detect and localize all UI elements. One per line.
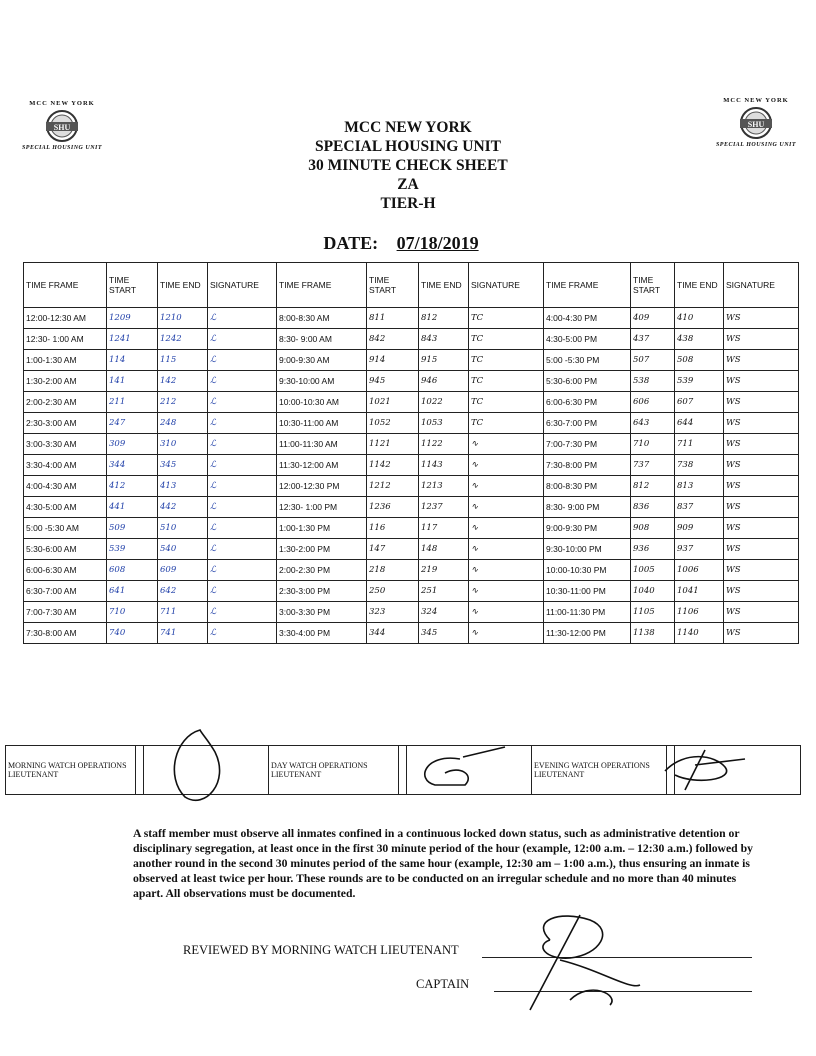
table-row — [24, 476, 799, 497]
time-start-cell[interactable]: 441 — [107, 497, 158, 518]
time-frame-cell: 10:30-11:00 AM — [277, 413, 367, 434]
time-frame-cell: 3:30-4:00 AM — [24, 455, 107, 476]
time-start-cell[interactable]: 1236 — [367, 497, 419, 518]
logo-mark: SHU — [747, 120, 765, 129]
header-line-4: ZA — [397, 176, 419, 193]
time-end-cell[interactable]: 607 — [675, 392, 724, 413]
column-header: TIME START — [367, 263, 419, 308]
time-end-cell[interactable]: 1210 — [158, 308, 208, 329]
signature-cell[interactable]: WS — [724, 455, 799, 476]
time-frame-cell: 1:00-1:30 AM — [24, 350, 107, 371]
table-row — [24, 539, 799, 560]
time-frame-cell: 4:00-4:30 AM — [24, 476, 107, 497]
header-line-3: 30 MINUTE CHECK SHEET — [308, 157, 508, 174]
time-end-cell[interactable]: 1237 — [419, 497, 469, 518]
time-frame-cell: 2:30-3:00 PM — [277, 581, 367, 602]
time-start-cell[interactable]: 641 — [107, 581, 158, 602]
time-frame-cell: 4:30-5:00 PM — [544, 329, 631, 350]
time-frame-cell: 6:30-7:00 PM — [544, 413, 631, 434]
time-frame-cell: 5:00 -5:30 AM — [24, 518, 107, 539]
time-start-cell[interactable]: 606 — [631, 392, 675, 413]
morning-watch-label: MORNING WATCH OPERATIONS LIEUTENANT — [6, 746, 136, 795]
time-start-cell[interactable]: 114 — [107, 350, 158, 371]
time-frame-cell: 9:00-9:30 AM — [277, 350, 367, 371]
time-end-cell[interactable]: 310 — [158, 434, 208, 455]
time-frame-cell: 4:30-5:00 AM — [24, 497, 107, 518]
time-end-cell[interactable]: 248 — [158, 413, 208, 434]
time-start-cell[interactable]: 945 — [367, 371, 419, 392]
table-row — [24, 329, 799, 350]
time-end-cell[interactable]: 324 — [419, 602, 469, 623]
evening-watch-label: EVENING WATCH OPERATIONS LIEUTENANT — [532, 746, 667, 795]
time-frame-cell: 1:30-2:00 PM — [277, 539, 367, 560]
time-end-cell[interactable]: 946 — [419, 371, 469, 392]
column-header: TIME END — [158, 263, 208, 308]
header-line-5: TIER-H — [380, 195, 436, 212]
signature-cell[interactable]: TC — [469, 413, 544, 434]
signature-cell[interactable]: WS — [724, 602, 799, 623]
time-start-cell[interactable]: 250 — [367, 581, 419, 602]
time-frame-cell: 10:30-11:00 PM — [544, 581, 631, 602]
signature-cell[interactable]: WS — [724, 623, 799, 644]
time-start-cell[interactable]: 812 — [631, 476, 675, 497]
time-start-cell[interactable]: 509 — [107, 518, 158, 539]
time-start-cell[interactable]: 147 — [367, 539, 419, 560]
signature-cell[interactable]: ∿ — [469, 602, 544, 623]
signature-cell[interactable]: ∿ — [469, 497, 544, 518]
page-header — [0, 118, 816, 213]
time-end-cell[interactable]: 812 — [419, 308, 469, 329]
signature-cell[interactable]: ℒ — [208, 413, 277, 434]
time-start-cell[interactable]: 740 — [107, 623, 158, 644]
time-end-cell[interactable]: 1213 — [419, 476, 469, 497]
logo-bottom-text: SPECIAL HOUSING UNIT — [715, 142, 797, 148]
reviewed-label: REVIEWED BY MORNING WATCH LIEUTENANT — [183, 943, 459, 957]
time-end-cell[interactable]: 915 — [419, 350, 469, 371]
day-watch-label: DAY WATCH OPERATIONS LIEUTENANT — [269, 746, 399, 795]
column-header: TIME FRAME — [277, 263, 367, 308]
time-frame-cell: 11:30-12:00 PM — [544, 623, 631, 644]
time-end-cell[interactable]: 115 — [158, 350, 208, 371]
signature-cell[interactable]: ∿ — [469, 560, 544, 581]
time-start-cell[interactable]: 1209 — [107, 308, 158, 329]
header-line-2: SPECIAL HOUSING UNIT — [314, 138, 502, 155]
time-frame-cell: 10:00-10:30 AM — [277, 392, 367, 413]
time-end-cell[interactable]: 438 — [675, 329, 724, 350]
time-end-cell[interactable]: 738 — [675, 455, 724, 476]
signature-cell[interactable]: ℒ — [208, 434, 277, 455]
time-start-cell[interactable]: 323 — [367, 602, 419, 623]
time-start-cell[interactable]: 1105 — [631, 602, 675, 623]
time-frame-cell: 6:00-6:30 PM — [544, 392, 631, 413]
table-header-row — [24, 263, 799, 308]
time-frame-cell: 2:00-2:30 AM — [24, 392, 107, 413]
time-start-cell[interactable]: 1212 — [367, 476, 419, 497]
time-start-cell[interactable]: 737 — [631, 455, 675, 476]
time-end-cell[interactable]: 410 — [675, 308, 724, 329]
time-frame-cell: 12:30- 1:00 AM — [24, 329, 107, 350]
time-frame-cell: 1:00-1:30 PM — [277, 518, 367, 539]
column-header: SIGNATURE — [724, 263, 799, 308]
logo-mark: SHU — [53, 123, 71, 132]
time-start-cell[interactable]: 116 — [367, 518, 419, 539]
time-start-cell[interactable]: 710 — [107, 602, 158, 623]
time-start-cell[interactable]: 539 — [107, 539, 158, 560]
time-start-cell[interactable]: 908 — [631, 518, 675, 539]
time-end-cell[interactable]: 711 — [675, 434, 724, 455]
time-start-cell[interactable]: 538 — [631, 371, 675, 392]
time-start-cell[interactable]: 344 — [367, 623, 419, 644]
time-end-cell[interactable]: 644 — [675, 413, 724, 434]
time-frame-cell: 8:30- 9:00 PM — [544, 497, 631, 518]
signature-cell[interactable]: ℒ — [208, 455, 277, 476]
time-frame-cell: 9:00-9:30 PM — [544, 518, 631, 539]
signature-cell[interactable]: WS — [724, 434, 799, 455]
signature-cell[interactable]: WS — [724, 560, 799, 581]
time-frame-cell: 7:30-8:00 PM — [544, 455, 631, 476]
signature-cell[interactable]: TC — [469, 350, 544, 371]
time-frame-cell: 9:30-10:00 AM — [277, 371, 367, 392]
time-start-cell[interactable]: 936 — [631, 539, 675, 560]
time-start-cell[interactable]: 1142 — [367, 455, 419, 476]
time-end-cell[interactable]: 937 — [675, 539, 724, 560]
signature-cell[interactable]: ℒ — [208, 476, 277, 497]
header-line-1: MCC NEW YORK — [344, 119, 472, 136]
time-start-cell[interactable]: 344 — [107, 455, 158, 476]
time-end-cell[interactable]: 843 — [419, 329, 469, 350]
column-header: TIME FRAME — [544, 263, 631, 308]
time-start-cell[interactable]: 1121 — [367, 434, 419, 455]
time-start-cell[interactable]: 211 — [107, 392, 158, 413]
time-end-cell[interactable]: 413 — [158, 476, 208, 497]
signature-cell[interactable]: ∿ — [469, 581, 544, 602]
time-frame-cell: 3:30-4:00 PM — [277, 623, 367, 644]
time-frame-cell: 8:00-8:30 PM — [544, 476, 631, 497]
time-end-cell[interactable]: 345 — [419, 623, 469, 644]
time-frame-cell: 1:30-2:00 AM — [24, 371, 107, 392]
table-row — [24, 350, 799, 371]
signature-cell[interactable]: WS — [724, 539, 799, 560]
table-row — [24, 392, 799, 413]
day-signature-scribble — [405, 745, 515, 795]
time-frame-cell: 12:00-12:30 PM — [277, 476, 367, 497]
date-line — [0, 233, 816, 254]
time-end-cell[interactable]: 539 — [675, 371, 724, 392]
time-start-cell[interactable]: 218 — [367, 560, 419, 581]
time-end-cell[interactable]: 148 — [419, 539, 469, 560]
time-frame-cell: 6:30-7:00 AM — [24, 581, 107, 602]
time-frame-cell: 8:00-8:30 AM — [277, 308, 367, 329]
signature-cell[interactable]: ℒ — [208, 581, 277, 602]
time-frame-cell: 3:00-3:30 AM — [24, 434, 107, 455]
signature-cell[interactable]: ∿ — [469, 455, 544, 476]
time-frame-cell: 8:30- 9:00 AM — [277, 329, 367, 350]
time-end-cell[interactable]: 1006 — [675, 560, 724, 581]
time-frame-cell: 5:00 -5:30 PM — [544, 350, 631, 371]
signature-cell[interactable]: ℒ — [208, 329, 277, 350]
signature-cell[interactable]: ℒ — [208, 350, 277, 371]
column-header: TIME START — [107, 263, 158, 308]
time-end-cell[interactable]: 642 — [158, 581, 208, 602]
time-frame-cell: 12:00-12:30 AM — [24, 308, 107, 329]
time-start-cell[interactable]: 1021 — [367, 392, 419, 413]
time-start-cell[interactable]: 409 — [631, 308, 675, 329]
time-start-cell[interactable]: 1040 — [631, 581, 675, 602]
time-end-cell[interactable]: 1242 — [158, 329, 208, 350]
time-end-cell[interactable]: 609 — [158, 560, 208, 581]
time-end-cell[interactable]: 510 — [158, 518, 208, 539]
signature-cell[interactable]: WS — [724, 392, 799, 413]
signature-cell[interactable]: ℒ — [208, 308, 277, 329]
time-end-cell[interactable]: 345 — [158, 455, 208, 476]
time-start-cell[interactable]: 507 — [631, 350, 675, 371]
column-header: SIGNATURE — [469, 263, 544, 308]
time-end-cell[interactable]: 1106 — [675, 602, 724, 623]
signature-cell[interactable]: ℒ — [208, 497, 277, 518]
time-end-cell[interactable]: 540 — [158, 539, 208, 560]
signature-cell[interactable]: WS — [724, 413, 799, 434]
time-end-cell[interactable]: 837 — [675, 497, 724, 518]
policy-note: A staff member must observe all inmates confined in a continuous locked down status, such as administrative detention or disciplinary segregation, at least once in the first 30 minute period of the hour (example, 12:00 a.m. – 12:30 a.m.) followed by another round in the second 30 minutes period of the same hour (example, 12:30 am – 1:00 a.m.), thus ensuring an inmate is observed at least twice per hour. These rounds are to be conducted on an irregular schedule and no more than 40 minutes apart. All observations must be documented. — [133, 827, 753, 900]
time-end-cell[interactable]: 117 — [419, 518, 469, 539]
signature-cell[interactable]: TC — [469, 392, 544, 413]
logo-bottom-text: SPECIAL HOUSING UNIT — [21, 145, 103, 151]
signature-cell[interactable]: TC — [469, 371, 544, 392]
signature-cell[interactable]: TC — [469, 329, 544, 350]
time-frame-cell: 7:30-8:00 AM — [24, 623, 107, 644]
signature-cell[interactable]: WS — [724, 497, 799, 518]
table-row — [24, 371, 799, 392]
morning-signature-scribble — [160, 722, 240, 812]
time-end-cell[interactable]: 442 — [158, 497, 208, 518]
signature-cell[interactable]: WS — [724, 476, 799, 497]
signature-cell[interactable]: WS — [724, 308, 799, 329]
time-end-cell[interactable]: 711 — [158, 602, 208, 623]
signature-cell[interactable]: WS — [724, 581, 799, 602]
signature-cell[interactable]: ∿ — [469, 476, 544, 497]
signature-cell[interactable]: ℒ — [208, 623, 277, 644]
table-row — [24, 623, 799, 644]
time-start-cell[interactable]: 309 — [107, 434, 158, 455]
time-frame-cell: 4:00-4:30 PM — [544, 308, 631, 329]
time-end-cell[interactable]: 909 — [675, 518, 724, 539]
time-frame-cell: 10:00-10:30 PM — [544, 560, 631, 581]
time-frame-cell: 11:00-11:30 PM — [544, 602, 631, 623]
time-start-cell[interactable]: 1005 — [631, 560, 675, 581]
time-start-cell[interactable]: 608 — [107, 560, 158, 581]
time-start-cell[interactable]: 412 — [107, 476, 158, 497]
table-row — [24, 560, 799, 581]
time-frame-cell: 7:00-7:30 AM — [24, 602, 107, 623]
time-start-cell[interactable]: 710 — [631, 434, 675, 455]
time-end-cell[interactable]: 219 — [419, 560, 469, 581]
time-start-cell[interactable]: 141 — [107, 371, 158, 392]
signature-cell[interactable]: ∿ — [469, 539, 544, 560]
table-row — [24, 581, 799, 602]
time-end-cell[interactable]: 142 — [158, 371, 208, 392]
signature-cell[interactable]: ℒ — [208, 602, 277, 623]
evening-signature-scribble — [655, 745, 775, 795]
time-frame-cell: 5:30-6:00 AM — [24, 539, 107, 560]
signature-cell[interactable]: ∿ — [469, 623, 544, 644]
time-frame-cell: 6:00-6:30 AM — [24, 560, 107, 581]
signature-cell[interactable]: TC — [469, 308, 544, 329]
signature-cell[interactable]: WS — [724, 518, 799, 539]
signature-cell[interactable]: ℒ — [208, 392, 277, 413]
signature-cell[interactable]: ℒ — [208, 539, 277, 560]
time-start-cell[interactable]: 1241 — [107, 329, 158, 350]
column-header: TIME START — [631, 263, 675, 308]
time-frame-cell: 2:30-3:00 AM — [24, 413, 107, 434]
time-end-cell[interactable]: 813 — [675, 476, 724, 497]
time-end-cell[interactable]: 1053 — [419, 413, 469, 434]
time-frame-cell: 11:30-12:00 AM — [277, 455, 367, 476]
check-table — [23, 262, 799, 644]
time-end-cell[interactable]: 1140 — [675, 623, 724, 644]
date-value: 07/18/2019 — [396, 233, 479, 253]
logo-top-text: MCC NEW YORK — [723, 97, 789, 104]
time-end-cell[interactable]: 508 — [675, 350, 724, 371]
table-row — [24, 308, 799, 329]
time-frame-cell: 5:30-6:00 PM — [544, 371, 631, 392]
column-header: TIME END — [419, 263, 469, 308]
time-end-cell[interactable]: 1143 — [419, 455, 469, 476]
signature-cell[interactable]: ℒ — [208, 560, 277, 581]
time-start-cell[interactable]: 437 — [631, 329, 675, 350]
column-header: SIGNATURE — [208, 263, 277, 308]
time-start-cell[interactable]: 1052 — [367, 413, 419, 434]
time-frame-cell: 2:00-2:30 PM — [277, 560, 367, 581]
signature-cell[interactable]: WS — [724, 329, 799, 350]
column-header: TIME END — [675, 263, 724, 308]
table-body — [24, 308, 799, 644]
table-row — [24, 518, 799, 539]
date-label: DATE: — [323, 233, 379, 253]
time-start-cell[interactable]: 914 — [367, 350, 419, 371]
table-row — [24, 497, 799, 518]
signature-cell[interactable]: WS — [724, 350, 799, 371]
time-start-cell[interactable]: 811 — [367, 308, 419, 329]
column-header: TIME FRAME — [24, 263, 107, 308]
signature-cell[interactable]: ℒ — [208, 371, 277, 392]
table-row — [24, 602, 799, 623]
time-frame-cell: 11:00-11:30 AM — [277, 434, 367, 455]
time-start-cell[interactable]: 842 — [367, 329, 419, 350]
time-start-cell[interactable]: 1138 — [631, 623, 675, 644]
time-start-cell[interactable]: 247 — [107, 413, 158, 434]
signature-cell[interactable]: ∿ — [469, 518, 544, 539]
captain-label: CAPTAIN — [416, 977, 470, 991]
table-row — [24, 455, 799, 476]
signature-cell[interactable]: WS — [724, 371, 799, 392]
signature-cell[interactable]: ∿ — [469, 434, 544, 455]
time-end-cell[interactable]: 251 — [419, 581, 469, 602]
time-end-cell[interactable]: 1122 — [419, 434, 469, 455]
table-row — [24, 434, 799, 455]
time-frame-cell: 3:00-3:30 PM — [277, 602, 367, 623]
table-row — [24, 413, 799, 434]
reviewer-signature-scribble — [490, 900, 650, 1015]
time-frame-cell: 9:30-10:00 PM — [544, 539, 631, 560]
time-end-cell[interactable]: 1022 — [419, 392, 469, 413]
time-end-cell[interactable]: 212 — [158, 392, 208, 413]
signature-cell[interactable]: ℒ — [208, 518, 277, 539]
time-frame-cell: 12:30- 1:00 PM — [277, 497, 367, 518]
time-end-cell[interactable]: 1041 — [675, 581, 724, 602]
time-end-cell[interactable]: 741 — [158, 623, 208, 644]
time-start-cell[interactable]: 643 — [631, 413, 675, 434]
time-frame-cell: 7:00-7:30 PM — [544, 434, 631, 455]
logo-top-text: MCC NEW YORK — [29, 100, 95, 107]
time-start-cell[interactable]: 836 — [631, 497, 675, 518]
